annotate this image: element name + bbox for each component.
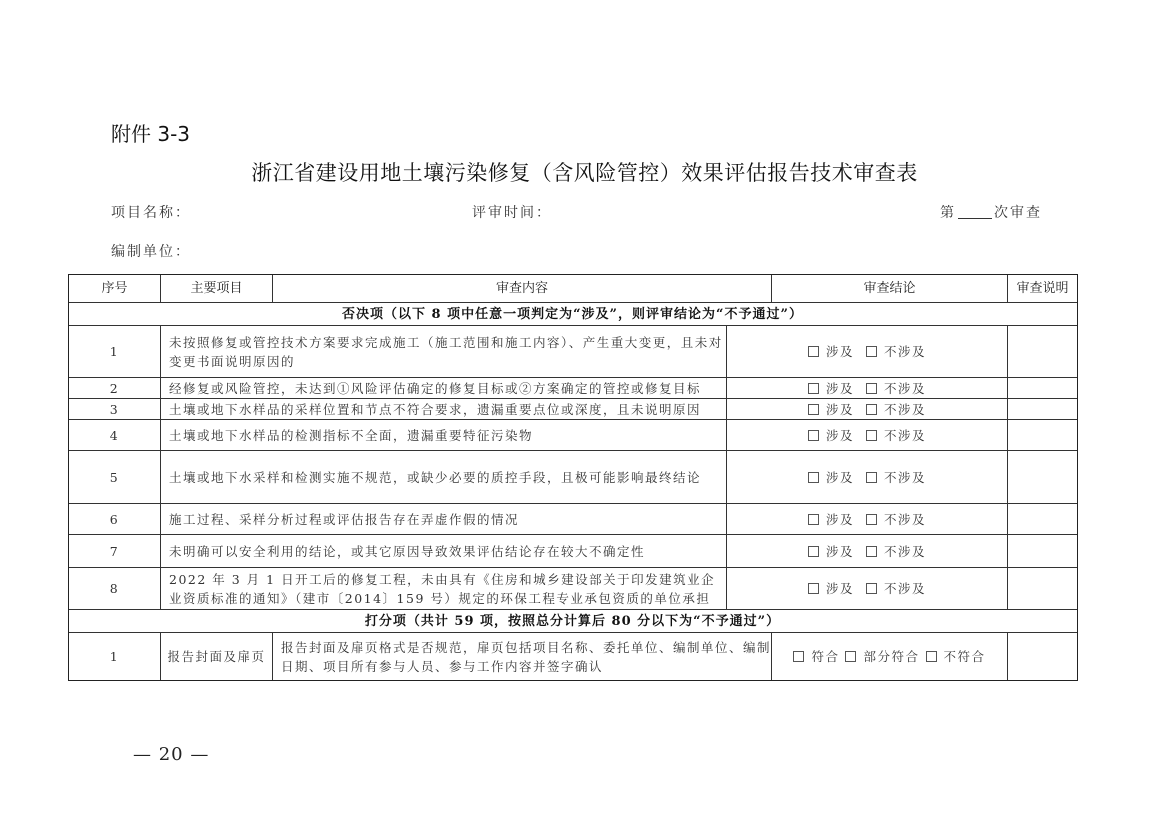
checkbox-icon[interactable] <box>808 583 819 594</box>
row-main-item: 报告封面及扉页 <box>160 633 272 680</box>
option-compliant[interactable]: 符合 <box>793 647 839 666</box>
col-header-seq: 序号 <box>101 281 128 296</box>
option-involved[interactable]: 涉及 <box>808 468 854 487</box>
row-seq: 4 <box>109 427 120 443</box>
row-conclusion <box>726 504 1007 534</box>
row-seq: 6 <box>109 511 120 527</box>
row-content: 未明确可以安全利用的结论，或其它原因导致效果评估结论存在较大不确定性 <box>160 535 726 567</box>
row-content: 2022 年 3 月 1 日开工后的修复工程，未由具有《住房和城乡建设部关于印发建筑业企业资质标准的通知》（建市〔2014〕159 号）规定的环保工程专业承包资质的单位承担 <box>160 568 726 609</box>
row-seq: 1 <box>109 649 120 664</box>
option-involved[interactable]: 涉及 <box>808 379 854 398</box>
project-name-label: 项目名称： <box>111 205 191 221</box>
row-conclusion <box>726 451 1007 503</box>
table-row <box>69 325 1077 377</box>
option-involved[interactable]: 涉及 <box>808 342 854 361</box>
option-involved[interactable]: 涉及 <box>808 579 854 598</box>
checkbox-icon[interactable] <box>845 651 856 662</box>
row-notes[interactable] <box>1007 568 1077 609</box>
row-seq: 5 <box>109 469 120 485</box>
row-notes[interactable] <box>1007 504 1077 534</box>
checkbox-icon[interactable] <box>866 514 877 525</box>
score-section-row <box>69 609 1077 632</box>
table-row <box>69 534 1077 567</box>
table-row <box>69 503 1077 534</box>
checkbox-icon[interactable] <box>808 472 819 483</box>
veto-section-row <box>69 302 1077 325</box>
round-blank-field[interactable] <box>958 204 992 219</box>
row-notes[interactable] <box>1007 535 1077 567</box>
row-seq: 1 <box>109 344 120 359</box>
checkbox-icon[interactable] <box>808 514 819 525</box>
checkbox-icon[interactable] <box>808 404 819 415</box>
col-header-conclusion: 审查结论 <box>771 275 1007 302</box>
option-not-involved[interactable]: 不涉及 <box>866 400 926 419</box>
row-content: 经修复或风险管控，未达到①风险评估确定的修复目标或②方案确定的管控或修复目标 <box>160 378 726 398</box>
option-not-involved[interactable]: 不涉及 <box>866 342 926 361</box>
checkbox-icon[interactable] <box>866 583 877 594</box>
checkbox-icon[interactable] <box>866 383 877 394</box>
checkbox-icon[interactable] <box>866 346 877 357</box>
row-seq: 3 <box>109 401 120 417</box>
option-not-involved[interactable]: 不涉及 <box>866 379 926 398</box>
round-suffix: 次审查 <box>994 205 1042 221</box>
option-non-compliant[interactable]: 不符合 <box>926 647 986 666</box>
row-seq: 2 <box>109 380 120 396</box>
row-conclusion <box>726 535 1007 567</box>
table-row <box>69 398 1077 419</box>
checkbox-icon[interactable] <box>793 651 804 662</box>
review-time-label: 评审时间： <box>472 205 552 221</box>
col-header-content: 审查内容 <box>272 275 771 302</box>
table-row <box>69 567 1077 609</box>
option-not-involved[interactable]: 不涉及 <box>866 468 926 487</box>
option-not-involved[interactable]: 不涉及 <box>866 426 926 445</box>
table-row <box>69 419 1077 450</box>
option-involved[interactable]: 涉及 <box>808 542 854 561</box>
row-seq: 7 <box>109 543 120 559</box>
row-conclusion <box>726 420 1007 450</box>
row-conclusion <box>726 399 1007 419</box>
option-involved[interactable]: 涉及 <box>808 426 854 445</box>
checkbox-icon[interactable] <box>808 430 819 441</box>
checkbox-icon[interactable] <box>866 404 877 415</box>
option-partially-compliant[interactable]: 部分符合 <box>845 647 919 666</box>
attachment-label: 附件 3-3 <box>111 122 191 146</box>
col-header-main-item: 主要项目 <box>160 275 272 302</box>
row-conclusion <box>726 568 1007 609</box>
row-content: 施工过程、采样分析过程或评估报告存在弄虚作假的情况 <box>160 504 726 534</box>
score-section-title: 打分项（共计 59 项，按照总分计算后 80 分以下为“不予通过”） <box>364 613 781 629</box>
round-prefix: 第 <box>940 205 956 221</box>
option-involved[interactable]: 涉及 <box>808 510 854 529</box>
review-round <box>940 202 1042 222</box>
row-notes[interactable] <box>1007 633 1077 680</box>
option-not-involved[interactable]: 不涉及 <box>866 579 926 598</box>
option-not-involved[interactable]: 不涉及 <box>866 510 926 529</box>
page-number: — 20 — <box>133 744 210 765</box>
row-notes[interactable] <box>1007 378 1077 398</box>
row-content: 土壤或地下水采样和检测实施不规范，或缺少必要的质控手段，且极可能影响最终结论 <box>160 451 726 503</box>
row-notes[interactable] <box>1007 420 1077 450</box>
row-conclusion <box>771 633 1007 680</box>
checkbox-icon[interactable] <box>866 546 877 557</box>
document-title: 浙江省建设用地土壤污染修复（含风险管控）效果评估报告技术审查表 <box>251 161 918 185</box>
checkbox-icon[interactable] <box>808 383 819 394</box>
table-row <box>69 632 1077 680</box>
row-content: 未按照修复或管控技术方案要求完成施工（施工范围和施工内容）、产生重大变更，且未对变更书面说明原因的 <box>160 326 726 377</box>
col-header-notes: 审查说明 <box>1007 275 1077 302</box>
row-seq: 8 <box>109 581 120 596</box>
checkbox-icon[interactable] <box>926 651 937 662</box>
table-row <box>69 377 1077 398</box>
veto-section-title: 否决项（以下 8 项中任意一项判定为“涉及”，则评审结论为“不予通过”） <box>341 306 803 322</box>
row-conclusion <box>726 326 1007 377</box>
row-conclusion <box>726 378 1007 398</box>
table-header-row <box>69 275 1077 302</box>
checkbox-icon[interactable] <box>866 472 877 483</box>
row-notes[interactable] <box>1007 399 1077 419</box>
review-table <box>68 274 1078 681</box>
checkbox-icon[interactable] <box>808 346 819 357</box>
compiler-label: 编制单位： <box>111 244 191 260</box>
row-content: 土壤或地下水样品的采样位置和节点不符合要求，遗漏重要点位或深度，且未说明原因 <box>160 399 726 419</box>
option-involved[interactable]: 涉及 <box>808 400 854 419</box>
checkbox-icon[interactable] <box>866 430 877 441</box>
option-not-involved[interactable]: 不涉及 <box>866 542 926 561</box>
row-content: 土壤或地下水样品的检测指标不全面，遗漏重要特征污染物 <box>160 420 726 450</box>
table-row <box>69 450 1077 503</box>
row-notes[interactable] <box>1007 326 1077 377</box>
row-notes[interactable] <box>1007 451 1077 503</box>
row-content: 报告封面及扉页格式是否规范，扉页包括项目名称、委托单位、编制单位、编制日期、项目所有参与人员、参与工作内容并签字确认 <box>272 633 771 680</box>
checkbox-icon[interactable] <box>808 546 819 557</box>
